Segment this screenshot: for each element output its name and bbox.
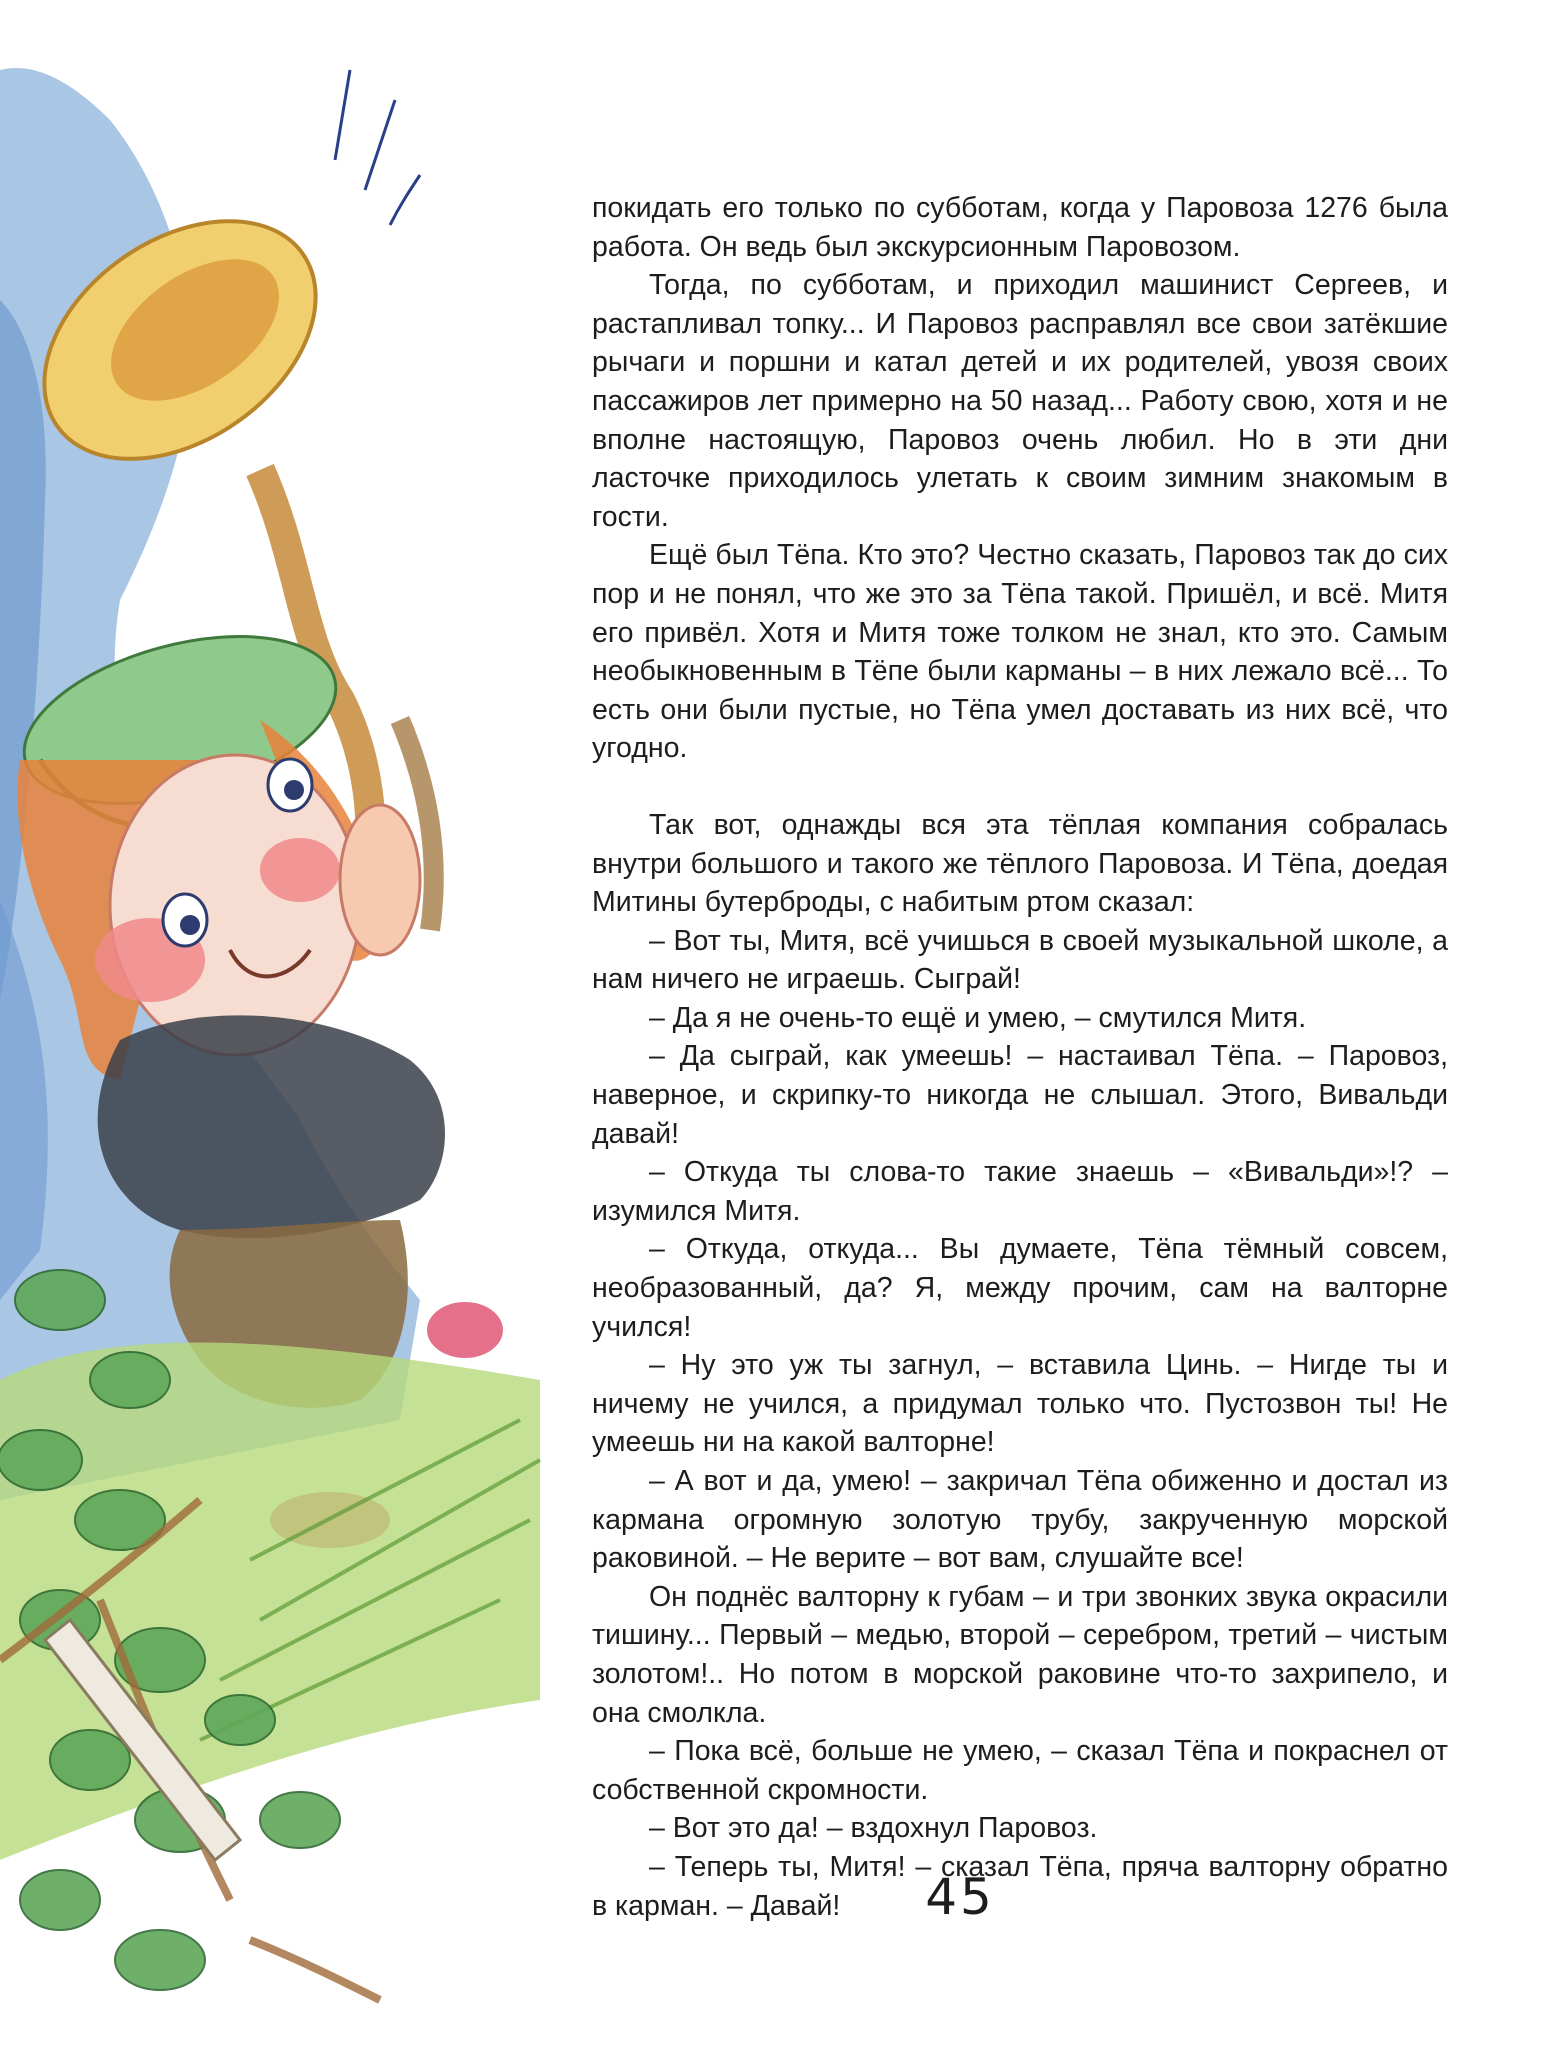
dialogue-line: – А вот и да, умею! – закричал Тёпа обиженно и достал из кармана огромную золотую трубу, закрученную морской раковиной. – Не верите – вот вам, слушайте все! <box>592 1465 1448 1575</box>
dialogue-line: – Откуда ты слова-то такие знаешь – «Вивальди»!? – изумился Митя. <box>592 1156 1448 1227</box>
dark-jacket <box>98 1015 445 1238</box>
pupil-right <box>284 780 304 800</box>
paragraph: Он поднёс валторну к губам – и три звонких звука окрасили тишину... Первый – медью, второй – серебром, третий – чистым золотом!.. Но потом в морской раковине что-то захрипело, и она смолкла. <box>592 1580 1448 1729</box>
motion-line <box>335 70 350 160</box>
paragraph: Так вот, однажды вся эта тёплая компания собралась внутри большого и такого же тёплого Паровоза. И Тёпа, доедая Митины бутерброды, с набитым ртом сказал: <box>592 808 1448 919</box>
face <box>110 755 360 1055</box>
story-text <box>592 189 1448 1925</box>
dialogue-line: – Ну это уж ты загнул, – вставила Цинь. – Нигде ты и ничему не учился, а придумал только что. Пустозвон ты! Не умеешь ни на какой валторне! <box>592 1349 1448 1459</box>
motion-line <box>390 175 420 225</box>
paragraph: Ещё был Тёпа. Кто это? Честно сказать, Паровоз так до сих пор и не понял, что же это за Тёпа такой. Пришёл, и всё. Митя его привёл. Хотя и Митя тоже толком не знал, кто это. Самым необыкновенным в Тёпе были карманы – в них лежало всё... То есть они были пустые, но Тёпа умел доставать из них всё, что угодно. <box>592 539 1448 765</box>
cheek-right <box>260 838 340 902</box>
shoe-right <box>427 1302 503 1358</box>
pupil-left <box>180 915 200 935</box>
page-number: 45 <box>925 1868 995 1926</box>
dialogue-line: – Пока всё, больше не умею, – сказал Тёпа и покраснел от собственной скромности. <box>592 1735 1448 1806</box>
paragraph: Тогда, по субботам, и приходил машинист Сергеев, и растапливал топку... И Паровоз расправлял все свои затёкшие рычаги и поршни и катал детей и их родителей, увозя своих пассажиров лет примерно на 50 назад... Работу свою, хотя и не вполне настоящую, Паровоз очень любил. Но в эти дни ласточке приходилось улетать к своим зимним знакомым в гости. <box>592 269 1448 533</box>
dialogue-line: – Вот это да! – вздохнул Паровоз. <box>649 1812 1098 1845</box>
dialogue-line: – Вот ты, Митя, всё учишься в своей музыкальной школе, а нам ничего не играешь. Сыграй! <box>592 924 1448 996</box>
motion-line <box>365 100 395 190</box>
illustration-boy-with-french-horn <box>0 0 575 2048</box>
paragraph: покидать его только по субботам, когда у Паровоза 1276 была работа. Он ведь был экскурсионным Паровозом. <box>592 192 1448 263</box>
dialogue-line: – Да я не очень-то ещё и умею, – смутился Митя. <box>649 1001 1307 1034</box>
dialogue-line: – Теперь ты, Митя! – сказал Тёпа, пряча валторну обратно в карман. – Давай! <box>592 1850 1448 1922</box>
dialogue-line: – Да сыграй, как умеешь! – настаивал Тёпа. – Паровоз, наверное, и скрипку-то никогда не слышал. Этого, Вивальди давай! <box>592 1040 1448 1150</box>
dialogue-line: – Откуда, откуда... Вы думаете, Тёпа тёмный совсем, необразованный, да? Я, между прочим, сам на валторне учился! <box>592 1233 1448 1343</box>
hand <box>340 805 420 955</box>
